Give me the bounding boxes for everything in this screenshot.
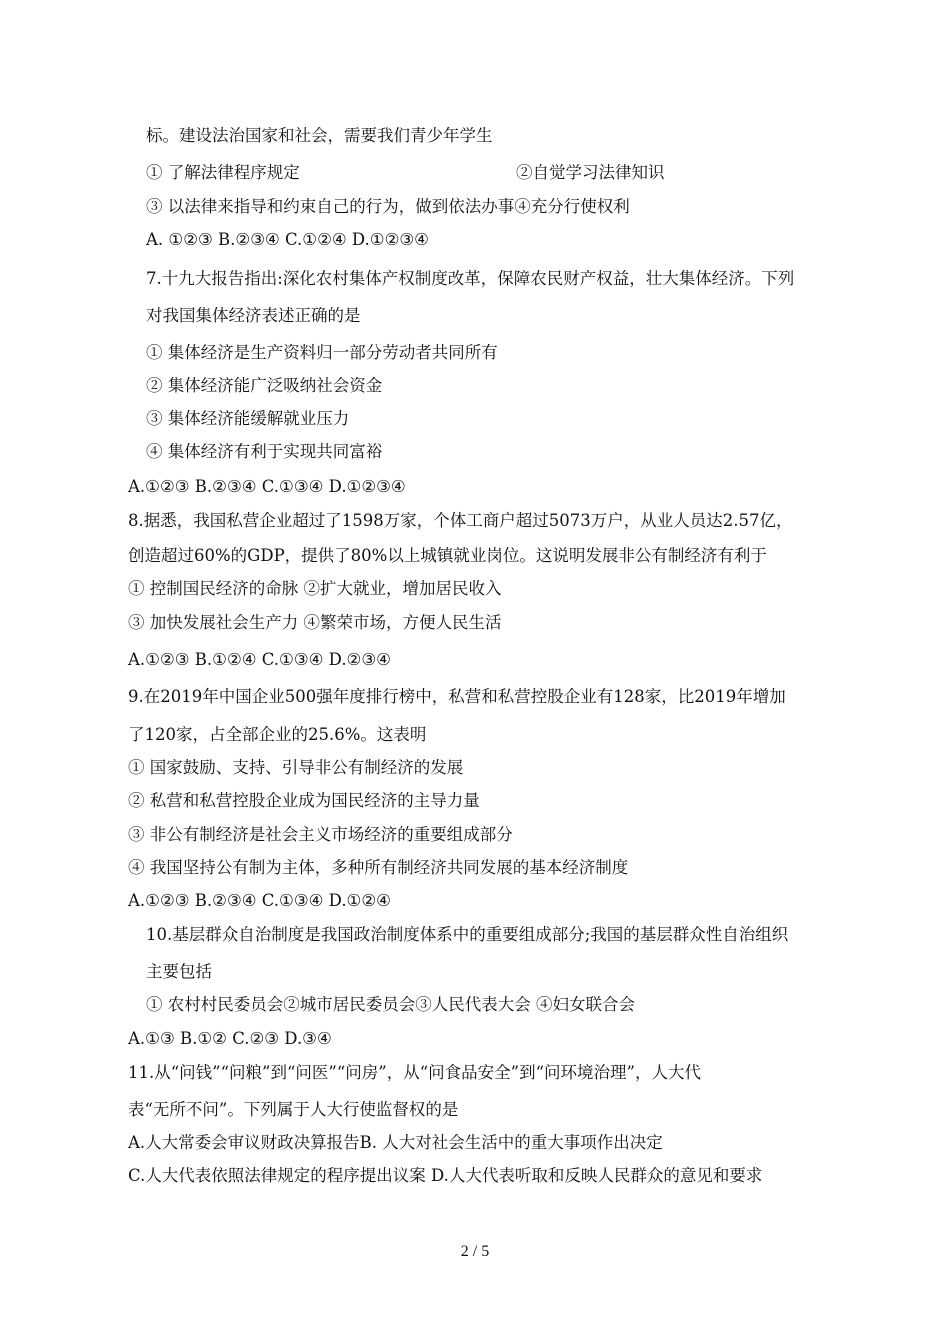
q11-options-c-d: C.人大代表依照法律规定的程序提出议案 D.人大代表听取和反映人民群众的意见和要求 [128,1166,763,1185]
q7-answers: A.①②③ B.②③④ C.①③④ D.①②③④ [128,477,406,496]
q10-stem-line-1: 10.基层群众自治制度是我国政治制度体系中的重要组成部分;我国的基层群众性自治组织 [146,925,789,944]
q10-answers: A.①③ B.①② C.②③ D.③④ [128,1029,332,1048]
q11-options-a-b: A.人大常委会审议财政决算报告B. 人大对社会生活中的重大事项作出决定 [128,1133,663,1152]
q9-option-4: ④ 我国坚持公有制为主体，多种所有制经济共同发展的基本经济制度 [128,858,629,877]
q8-stem-line-1: 8.据悉，我国私营企业超过了1598万家，个体工商户超过5073万户，从业人员达2.57亿， [128,511,793,530]
q8-option-1-2: ① 控制国民经济的命脉 ②扩大就业，增加居民收入 [128,579,502,598]
q9-option-1: ① 国家鼓励、支持、引导非公有制经济的发展 [128,758,464,777]
q9-stem-line-2: 了120家，占全部企业的25.6%。这表明 [128,725,427,744]
q8-stem-line-2: 创造超过60%的GDP，提供了80%以上城镇就业岗位。这说明发展非公有制经济有利于 [128,546,767,565]
q9-option-3: ③ 非公有制经济是社会主义市场经济的重要组成部分 [128,825,513,844]
q9-answers: A.①②③ B.②③④ C.①③④ D.①②④ [128,891,391,910]
q11-stem-line-2: 表“无所不问”。下列属于人大行使监督权的是 [128,1100,459,1119]
q9-option-2: ② 私营和私营控股企业成为国民经济的主导力量 [128,791,480,810]
q6-option-2: ②自觉学习法律知识 [516,163,665,182]
q6-option-1: ① 了解法律程序规定 [146,163,300,182]
q10-stem-line-2: 主要包括 [146,962,212,981]
q6-answers: A. ①②③ B.②③④ C.①②④ D.①②③④ [146,230,429,249]
q10-options: ① 农村村民委员会②城市居民委员会③人民代表大会 ④妇女联合会 [146,995,635,1014]
q7-stem-line-2: 对我国集体经济表述正确的是 [146,306,361,325]
q9-stem-line-1: 9.在2019年中国企业500强年度排行榜中，私营和私营控股企业有128家，比2019年增加 [128,687,786,706]
page-number: 2 / 5 [460,1243,490,1260]
q8-option-3-4: ③ 加快发展社会生产力 ④繁荣市场，方便人民生活 [128,613,502,632]
q7-option-1: ① 集体经济是生产资料归一部分劳动者共同所有 [146,343,498,362]
q11-stem-line-1: 11.从“问钱”“问粮”到“问医”“问房”，从“问食品安全”到“问环境治理”，人大代 [128,1063,701,1082]
q7-stem-line-1: 7.十九大报告指出:深化农村集体产权制度改革，保障农民财产权益，壮大集体经济。下列 [146,269,795,288]
q8-answers: A.①②③ B.①②④ C.①③④ D.②③④ [128,650,391,669]
q7-option-2: ② 集体经济能广泛吸纳社会资金 [146,376,383,395]
q7-option-4: ④ 集体经济有利于实现共同富裕 [146,442,383,461]
q6-stem-tail: 标。建设法治国家和社会，需要我们青少年学生 [146,126,493,145]
q6-option-3-4: ③ 以法律来指导和约束自己的行为，做到依法办事④充分行使权利 [146,197,630,216]
q7-option-3: ③ 集体经济能缓解就业压力 [146,409,350,428]
